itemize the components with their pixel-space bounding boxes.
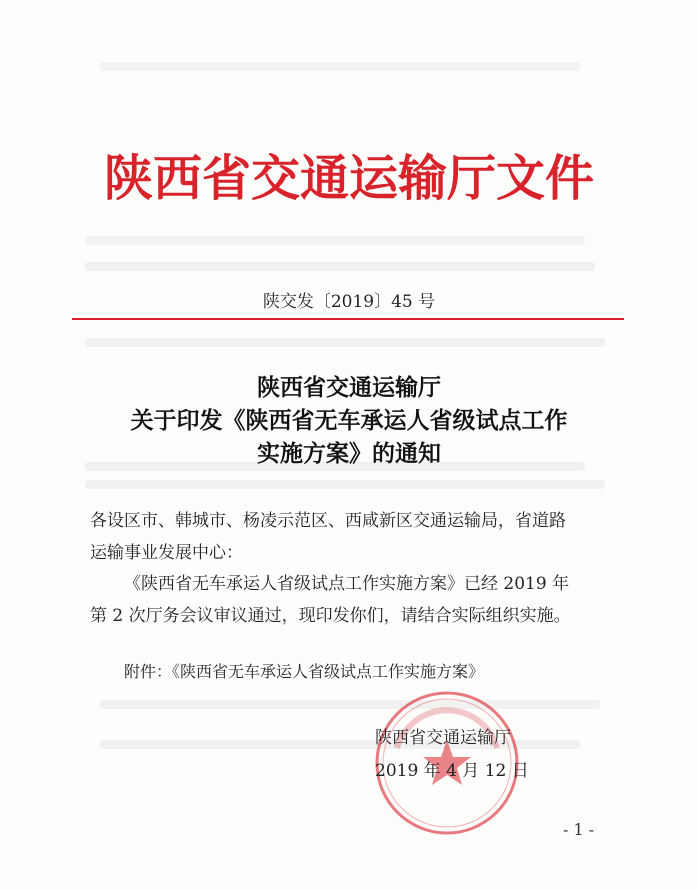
signature-date: 2019 年 4 月 12 日 xyxy=(375,761,529,781)
body-paragraph xyxy=(90,568,610,632)
issuing-authority-header: 陕西省交通运输厅文件 xyxy=(103,149,594,207)
title-line-3: 实施方案》的通知 xyxy=(257,440,441,467)
red-divider-line xyxy=(72,318,624,320)
page-number: - 1 - xyxy=(563,820,595,839)
title-line-1: 陕西省交通运输厅 xyxy=(257,374,441,401)
addressee-line-2: 运输事业发展中心： xyxy=(90,543,243,563)
notice-title xyxy=(0,371,698,470)
paragraph-line-1: 《陕西省无车承运人省级试点工作实施方案》已经 2019 年 xyxy=(124,574,570,594)
attachment-note: 附件：《陕西省无车承运人省级试点工作实施方案》 xyxy=(124,662,485,681)
signature-org: 陕西省交通运输厅 xyxy=(375,728,511,748)
addressee xyxy=(90,505,610,569)
signature-block xyxy=(375,722,529,788)
addressee-line-1: 各设区市、韩城市、杨凌示范区、西咸新区交通运输局，省道路 xyxy=(90,511,566,531)
paragraph-line-2: 第 2 次厅务会议审议通过，现印发你们，请结合实际组织实施。 xyxy=(90,606,571,626)
title-line-2: 关于印发《陕西省无车承运人省级试点工作 xyxy=(130,407,568,434)
document-number: 陕交发〔2019〕45 号 xyxy=(262,292,436,312)
